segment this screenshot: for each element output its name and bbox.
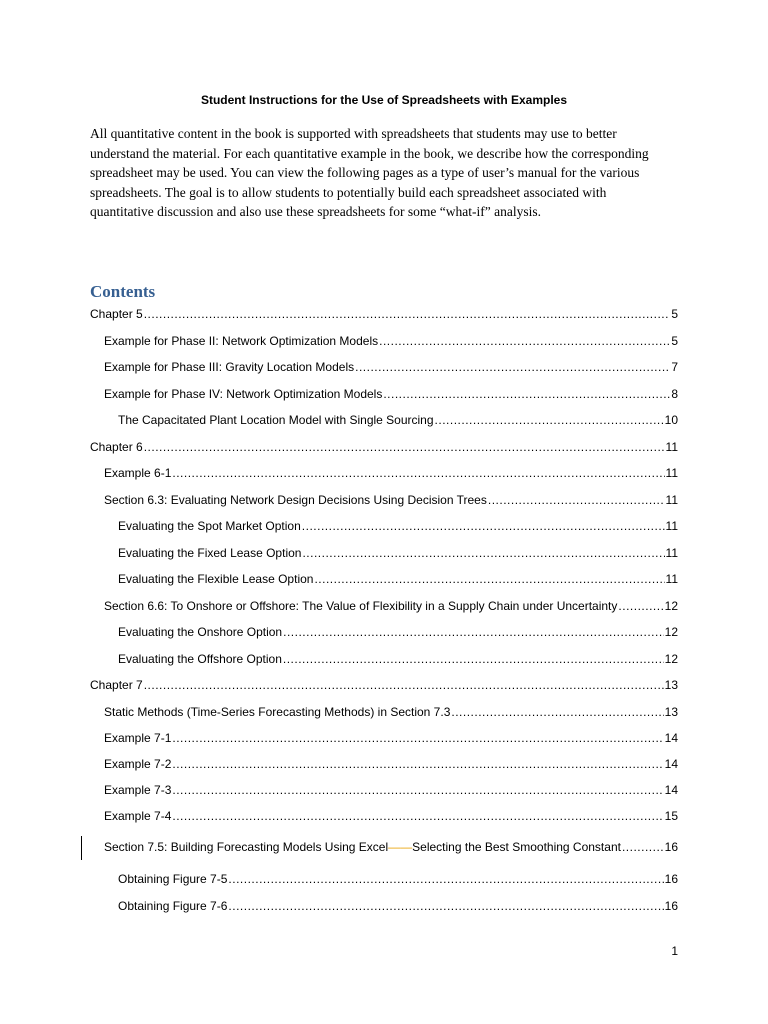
toc-page-number: 12 bbox=[664, 652, 678, 666]
toc-entry-label: The Capacitated Plant Location Model with Single Sourcing bbox=[118, 413, 434, 427]
toc-leader-dots bbox=[435, 413, 664, 427]
toc-leader-dots bbox=[283, 652, 664, 666]
toc-page-number: 13 bbox=[664, 678, 678, 692]
toc-entry-label: Evaluating the Flexible Lease Option bbox=[118, 572, 314, 586]
toc-entry[interactable] bbox=[104, 705, 678, 721]
toc-page-number: 5 bbox=[671, 334, 678, 348]
toc-leader-dots bbox=[302, 519, 665, 533]
toc-entry-label: Chapter 6 bbox=[90, 440, 143, 454]
toc-entry-label-tail: Selecting the Best Smoothing Constant bbox=[412, 840, 621, 854]
toc-entry[interactable] bbox=[104, 493, 678, 509]
toc-leader-dots bbox=[283, 625, 664, 639]
toc-entry-label: Example 7-1 bbox=[104, 731, 172, 745]
toc-entry-label: Evaluating the Spot Market Option bbox=[118, 519, 301, 533]
intro-line: spreadsheets. The goal is to allow students to potentially build each spreadsheet associated with bbox=[90, 184, 607, 200]
toc-entry-label: Example for Phase II: Network Optimization Models bbox=[104, 334, 379, 348]
intro-line: quantitative discussion and also use these spreadsheets for some “what-if” analysis. bbox=[90, 204, 542, 220]
toc-leader-dots bbox=[379, 334, 670, 348]
toc-entry-label: Obtaining Figure 7-5 bbox=[118, 872, 228, 886]
toc-entry[interactable] bbox=[104, 360, 678, 376]
toc-entry[interactable] bbox=[118, 519, 678, 535]
toc-page-number: 11 bbox=[665, 440, 678, 454]
toc-entry-label: Section 6.3: Evaluating Network Design Decisions Using Decision Trees bbox=[104, 493, 487, 507]
toc-entry-label: Example 7-3 bbox=[104, 783, 172, 797]
toc-entry[interactable] bbox=[118, 899, 678, 915]
toc-page-number: 10 bbox=[664, 413, 678, 427]
toc-leader-dots bbox=[314, 572, 664, 586]
toc-page-number: 11 bbox=[665, 519, 678, 533]
intro-line: spreadsheet may be used. You can view the following pages as a type of user’s manual for the various bbox=[90, 165, 640, 181]
tracked-change-dash: —— bbox=[388, 840, 413, 854]
document-title: Student Instructions for the Use of Spreadsheets with Examples bbox=[200, 93, 568, 107]
toc-leader-dots bbox=[144, 307, 671, 321]
toc-entry-label: Section 7.5: Building Forecasting Models Using Excel bbox=[104, 840, 389, 854]
toc-leader-dots bbox=[172, 757, 663, 771]
toc-entry[interactable] bbox=[104, 466, 678, 482]
toc-leader-dots bbox=[383, 387, 670, 401]
toc-entry[interactable] bbox=[118, 625, 678, 641]
toc-entry[interactable] bbox=[118, 413, 678, 429]
toc-page-number: 14 bbox=[664, 783, 678, 797]
toc-entry-label: Evaluating the Fixed Lease Option bbox=[118, 546, 302, 560]
toc-entry[interactable] bbox=[104, 809, 678, 825]
toc-entry-label: Obtaining Figure 7-6 bbox=[118, 899, 228, 913]
toc-page-number: 15 bbox=[664, 809, 678, 823]
toc-leader-dots bbox=[302, 546, 664, 560]
toc-entry[interactable] bbox=[118, 872, 678, 888]
toc-entry[interactable] bbox=[104, 840, 678, 856]
toc-page-number: 11 bbox=[665, 572, 678, 586]
toc-leader-dots bbox=[355, 360, 670, 374]
toc-leader-dots bbox=[172, 809, 663, 823]
toc-page-number: 7 bbox=[671, 360, 678, 374]
toc-leader-dots bbox=[488, 493, 665, 507]
intro-line: understand the material. For each quantitative example in the book, we describe how the corresponding bbox=[90, 145, 649, 161]
toc-page-number: 16 bbox=[664, 899, 678, 913]
toc-entry-label: Evaluating the Offshore Option bbox=[118, 652, 282, 666]
toc-entry[interactable] bbox=[118, 652, 678, 668]
toc-entry[interactable] bbox=[118, 546, 678, 562]
toc-entry-label: Example 6-1 bbox=[104, 466, 172, 480]
toc-page-number: 5 bbox=[671, 307, 678, 321]
toc-page-number: 11 bbox=[665, 466, 678, 480]
toc-entry[interactable] bbox=[90, 440, 678, 456]
toc-entry[interactable] bbox=[104, 387, 678, 403]
toc-entry-label: Evaluating the Onshore Option bbox=[118, 625, 283, 639]
toc-entry[interactable] bbox=[118, 572, 678, 588]
toc-entry-label: Chapter 7 bbox=[90, 678, 143, 692]
toc-page-number: 14 bbox=[664, 731, 678, 745]
toc-entry-label: Static Methods (Time-Series Forecasting Methods) in Section 7.3 bbox=[104, 705, 451, 719]
toc-leader-dots bbox=[172, 731, 663, 745]
toc-page-number: 16 bbox=[664, 872, 678, 886]
toc-page-number: 14 bbox=[664, 757, 678, 771]
toc-entry-label: Example for Phase IV: Network Optimization Models bbox=[104, 387, 383, 401]
toc-leader-dots bbox=[228, 899, 663, 913]
toc-page-number: 11 bbox=[665, 546, 678, 560]
toc-entry-label: Example 7-2 bbox=[104, 757, 172, 771]
toc-page-number: 11 bbox=[665, 493, 678, 507]
toc-leader-dots bbox=[451, 705, 663, 719]
toc-leader-dots bbox=[144, 440, 665, 454]
toc-leader-dots bbox=[618, 599, 663, 613]
toc-entry[interactable] bbox=[90, 307, 678, 323]
toc-entry[interactable] bbox=[90, 678, 678, 694]
toc-leader-dots bbox=[172, 466, 664, 480]
toc-entry[interactable] bbox=[104, 731, 678, 747]
contents-heading: Contents bbox=[90, 282, 156, 301]
toc-page-number: 13 bbox=[664, 705, 678, 719]
toc-entry-label: Example 7-4 bbox=[104, 809, 172, 823]
toc-leader-dots bbox=[172, 783, 663, 797]
toc-leader-dots bbox=[622, 840, 664, 854]
toc-page-number: 16 bbox=[664, 840, 678, 854]
toc-page-number: 12 bbox=[664, 599, 678, 613]
page-number: 1 bbox=[671, 944, 678, 958]
toc-entry[interactable] bbox=[104, 334, 678, 350]
toc-page-number: 8 bbox=[671, 387, 678, 401]
toc-entry[interactable] bbox=[104, 757, 678, 773]
toc-entry[interactable] bbox=[104, 599, 678, 615]
toc-leader-dots bbox=[144, 678, 664, 692]
change-bar bbox=[81, 836, 82, 860]
toc-page-number: 12 bbox=[664, 625, 678, 639]
toc-leader-dots bbox=[228, 872, 663, 886]
toc-entry[interactable] bbox=[104, 783, 678, 799]
intro-line: All quantitative content in the book is supported with spreadsheets that students may use to better bbox=[90, 126, 617, 141]
toc-entry-label: Chapter 5 bbox=[90, 307, 143, 321]
toc-entry-label: Section 6.6: To Onshore or Offshore: The Value of Flexibility in a Supply Chain under Uncertainty bbox=[104, 599, 618, 613]
toc-entry-label: Example for Phase III: Gravity Location Models bbox=[104, 360, 355, 374]
